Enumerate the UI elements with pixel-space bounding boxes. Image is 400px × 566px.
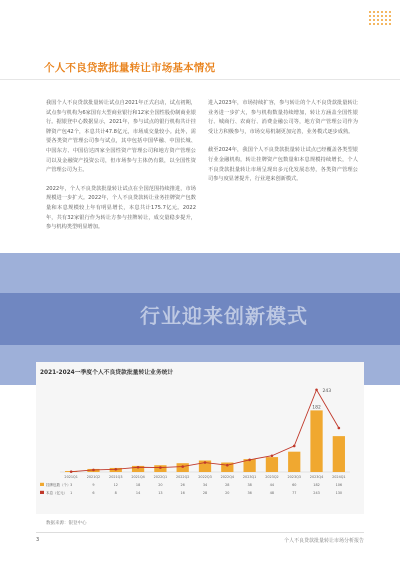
table-value: 20 [225, 491, 230, 495]
table-value: 14 [135, 491, 141, 495]
bar [266, 457, 278, 472]
footer-divider [36, 532, 364, 533]
table-value: 182 [313, 483, 320, 487]
page-number: 3 [36, 537, 40, 543]
bar [288, 452, 300, 472]
tick-label: 2021Q2 [86, 475, 101, 479]
title-divider [0, 79, 400, 80]
line-point [181, 465, 184, 468]
chart-title: 2021-2024一季度个人不良贷款批量转让业务统计 [40, 370, 174, 376]
tick-label: 2023Q2 [265, 475, 279, 479]
line-point [315, 388, 318, 391]
table-value: 28 [202, 491, 208, 495]
tick-label: 2023Q1 [242, 475, 257, 479]
table-value: 48 [269, 491, 275, 495]
line-point [293, 445, 296, 448]
table-value: 8 [114, 491, 117, 495]
body-paragraph: 进入2023年，市场持续扩容，参与转让的个人不良贷款批量转让业务进一步扩大，参与机构数量持续增加，转让方涵盖全国性银行、城商行、农商行、消费金融公司等，地方资产管理公司作为受让方积极参与，市场交易机制更加完善，业务模式逐步成熟。 [208, 100, 358, 135]
table-value: 28 [225, 483, 230, 487]
table-value: 13 [158, 491, 163, 495]
table-value: 243 [313, 491, 320, 495]
table-value: 18 [135, 483, 141, 487]
tick-label: 2021Q4 [131, 475, 145, 479]
table-value: 77 [292, 491, 297, 495]
table-value: 44 [269, 483, 275, 487]
tick-label: 2022Q4 [220, 475, 235, 479]
body-paragraph: 我国个人不良贷款批量转让试点自2021年正式启动，试点初期，试点参与机构为6家国有大型商业银行和12家全国性股份制商业银行。据银登中心数据显示，2021年，参与试点的银行机构共计挂牌资产包42个，本息共计47.8亿元，市场成交量较小。此外，需要各类资产管理公司参与试点，其中包括中国华融、中国长城、中国东方、中国信达四家全国性资产管理公司和地方资产管理公司以及金融资产投资公司，但市场参与主体仍有限，以全国性资产管理公司为主。 [46, 100, 196, 174]
line-point [204, 461, 207, 464]
table-value: 26 [180, 483, 185, 487]
line-point [114, 468, 117, 471]
tick-label: 2024Q1 [332, 475, 346, 479]
table-value: 36 [247, 491, 252, 495]
table-value: 60 [292, 483, 297, 487]
table-value: 9 [92, 483, 95, 487]
table-value: 38 [247, 483, 252, 487]
footer-doc-title: 个人不良贷款批量转让市场分析报告 [283, 538, 364, 544]
tick-label: 2022Q3 [198, 475, 212, 479]
body-paragraph: 截至2024年，我国个人不良贷款批量转让试点已经覆盖各类型银行业金融机构，转让挂牌资产包数量和本息规模持续增长，个人不良贷款批量转让市场呈现出多元化发展态势，各类资产管理公司参与度显著提升，行业迎来创新模式。 [208, 147, 358, 183]
line-point [92, 469, 95, 472]
table-value: 130 [335, 491, 343, 495]
line-point [338, 427, 341, 430]
data-label: 243 [322, 388, 332, 394]
page-title: 个人不良贷款批量转让市场基本情况 [44, 62, 216, 74]
tick-label: 2022Q2 [175, 475, 190, 479]
bar-line-chart [36, 378, 364, 514]
tick-label: 2021Q3 [109, 475, 123, 479]
body-column-right [208, 99, 358, 194]
table-value: 106 [335, 483, 343, 487]
table-value: 12 [113, 483, 118, 487]
legend-swatch [40, 483, 44, 486]
line-point [226, 464, 229, 467]
table-value: 3 [70, 483, 73, 487]
overlay-headline: 行业迎来创新模式 [140, 304, 308, 328]
tick-label: 2021Q1 [64, 475, 78, 479]
table-value: 1 [70, 491, 73, 495]
table-value: 20 [158, 483, 163, 487]
corner-dots-decoration [368, 10, 394, 28]
body-column-left [46, 99, 196, 242]
tick-label: 2023Q4 [309, 475, 324, 479]
data-label: 182 [312, 405, 321, 411]
chart-source: 数据来源：银登中心 [46, 521, 87, 526]
line-point [271, 454, 274, 457]
line-point [70, 470, 73, 473]
tick-label: 2023Q3 [287, 475, 301, 479]
line-point [137, 466, 140, 469]
bar [333, 436, 345, 472]
table-value: 6 [92, 491, 95, 495]
table-value: 34 [202, 483, 208, 487]
legend-swatch [40, 491, 44, 494]
bar [310, 410, 322, 472]
legend-label: 挂牌包数（个） [46, 483, 71, 487]
line-point [159, 466, 162, 469]
tick-label: 2022Q1 [153, 475, 168, 479]
legend-label: 本息（亿元） [46, 491, 67, 495]
line-point [248, 459, 251, 462]
table-value: 16 [180, 491, 185, 495]
body-paragraph: 2022年，个人不良贷款批量转让试点在全国范围持续推进，市场规模进一步扩大。2022年，个人不良贷款转让业务挂牌资产包数量和本息规模较上年有明显增长，本息共计175.7亿元。2022年，共有32家银行作为转让方参与挂牌转让，成交量稳步提升，参与机构类型明显增加。 [46, 185, 196, 231]
